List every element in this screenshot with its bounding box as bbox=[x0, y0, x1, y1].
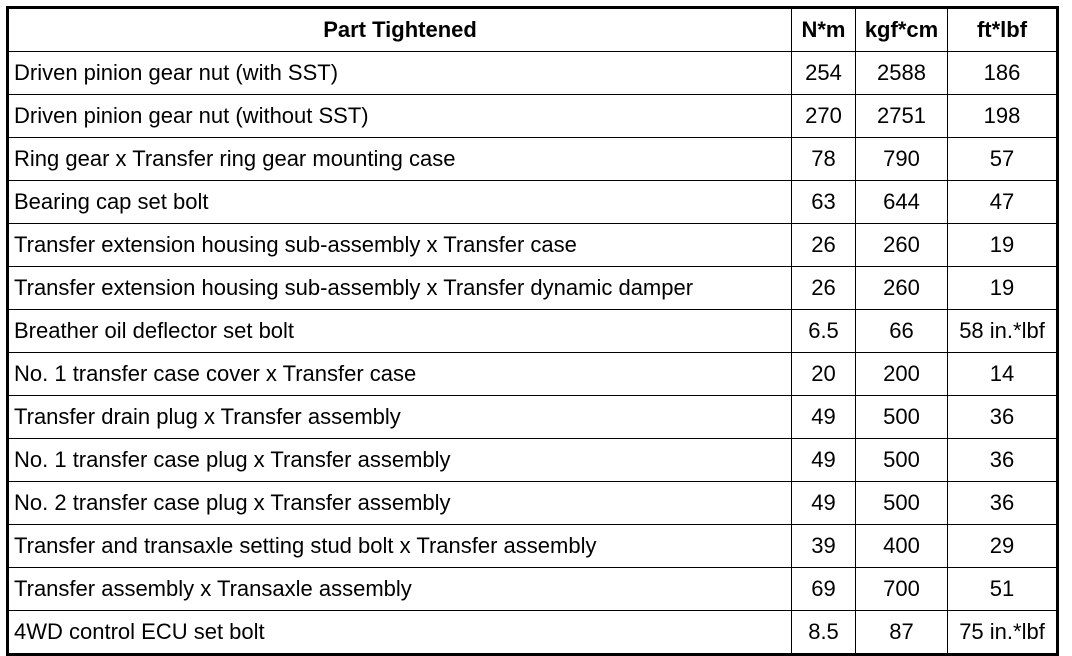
nm-value-cell: 39 bbox=[792, 525, 856, 568]
table-row bbox=[8, 224, 1058, 267]
ft-value-cell: 198 bbox=[948, 95, 1058, 138]
ft-value-cell: 36 bbox=[948, 439, 1058, 482]
ft-value-cell: 51 bbox=[948, 568, 1058, 611]
table-header-row bbox=[8, 8, 1058, 52]
table-row bbox=[8, 267, 1058, 310]
table-row bbox=[8, 310, 1058, 353]
part-name-cell: Transfer assembly x Transaxle assembly bbox=[8, 568, 792, 611]
nm-value-cell: 69 bbox=[792, 568, 856, 611]
ft-value-cell: 19 bbox=[948, 267, 1058, 310]
nm-value-cell: 78 bbox=[792, 138, 856, 181]
nm-value-cell: 20 bbox=[792, 353, 856, 396]
part-name-cell: No. 1 transfer case cover x Transfer case bbox=[8, 353, 792, 396]
table-row bbox=[8, 353, 1058, 396]
table-row bbox=[8, 95, 1058, 138]
kgf-value-cell: 500 bbox=[856, 439, 948, 482]
table-row bbox=[8, 482, 1058, 525]
kgf-value-cell: 790 bbox=[856, 138, 948, 181]
ft-value-cell: 14 bbox=[948, 353, 1058, 396]
nm-value-cell: 49 bbox=[792, 482, 856, 525]
part-name-cell: Transfer extension housing sub-assembly x Transfer dynamic damper bbox=[8, 267, 792, 310]
ft-value-cell: 75 in.*lbf bbox=[948, 611, 1058, 655]
header-newton-meter: N*m bbox=[792, 8, 856, 52]
kgf-value-cell: 2751 bbox=[856, 95, 948, 138]
part-name-cell: Transfer extension housing sub-assembly x Transfer case bbox=[8, 224, 792, 267]
nm-value-cell: 6.5 bbox=[792, 310, 856, 353]
kgf-value-cell: 2588 bbox=[856, 52, 948, 95]
table-row bbox=[8, 525, 1058, 568]
kgf-value-cell: 500 bbox=[856, 482, 948, 525]
torque-specification-table bbox=[6, 6, 1059, 656]
nm-value-cell: 49 bbox=[792, 439, 856, 482]
kgf-value-cell: 260 bbox=[856, 267, 948, 310]
table-row bbox=[8, 396, 1058, 439]
ft-value-cell: 29 bbox=[948, 525, 1058, 568]
ft-value-cell: 47 bbox=[948, 181, 1058, 224]
kgf-value-cell: 87 bbox=[856, 611, 948, 655]
part-name-cell: Bearing cap set bolt bbox=[8, 181, 792, 224]
part-name-cell: Breather oil deflector set bolt bbox=[8, 310, 792, 353]
nm-value-cell: 26 bbox=[792, 267, 856, 310]
kgf-value-cell: 400 bbox=[856, 525, 948, 568]
ft-value-cell: 19 bbox=[948, 224, 1058, 267]
table-row bbox=[8, 138, 1058, 181]
part-name-cell: Ring gear x Transfer ring gear mounting case bbox=[8, 138, 792, 181]
part-name-cell: 4WD control ECU set bolt bbox=[8, 611, 792, 655]
kgf-value-cell: 644 bbox=[856, 181, 948, 224]
table-row bbox=[8, 52, 1058, 95]
kgf-value-cell: 700 bbox=[856, 568, 948, 611]
nm-value-cell: 63 bbox=[792, 181, 856, 224]
ft-value-cell: 36 bbox=[948, 396, 1058, 439]
part-name-cell: Driven pinion gear nut (with SST) bbox=[8, 52, 792, 95]
nm-value-cell: 8.5 bbox=[792, 611, 856, 655]
kgf-value-cell: 200 bbox=[856, 353, 948, 396]
part-name-cell: Transfer and transaxle setting stud bolt x Transfer assembly bbox=[8, 525, 792, 568]
header-ft-lbf: ft*lbf bbox=[948, 8, 1058, 52]
part-name-cell: No. 2 transfer case plug x Transfer assembly bbox=[8, 482, 792, 525]
nm-value-cell: 26 bbox=[792, 224, 856, 267]
kgf-value-cell: 260 bbox=[856, 224, 948, 267]
header-kgf-cm: kgf*cm bbox=[856, 8, 948, 52]
part-name-cell: No. 1 transfer case plug x Transfer assembly bbox=[8, 439, 792, 482]
table-row bbox=[8, 181, 1058, 224]
ft-value-cell: 36 bbox=[948, 482, 1058, 525]
ft-value-cell: 186 bbox=[948, 52, 1058, 95]
nm-value-cell: 49 bbox=[792, 396, 856, 439]
header-part-tightened: Part Tightened bbox=[8, 8, 792, 52]
nm-value-cell: 254 bbox=[792, 52, 856, 95]
kgf-value-cell: 66 bbox=[856, 310, 948, 353]
table-row bbox=[8, 568, 1058, 611]
table-row bbox=[8, 439, 1058, 482]
nm-value-cell: 270 bbox=[792, 95, 856, 138]
ft-value-cell: 58 in.*lbf bbox=[948, 310, 1058, 353]
ft-value-cell: 57 bbox=[948, 138, 1058, 181]
kgf-value-cell: 500 bbox=[856, 396, 948, 439]
part-name-cell: Transfer drain plug x Transfer assembly bbox=[8, 396, 792, 439]
part-name-cell: Driven pinion gear nut (without SST) bbox=[8, 95, 792, 138]
